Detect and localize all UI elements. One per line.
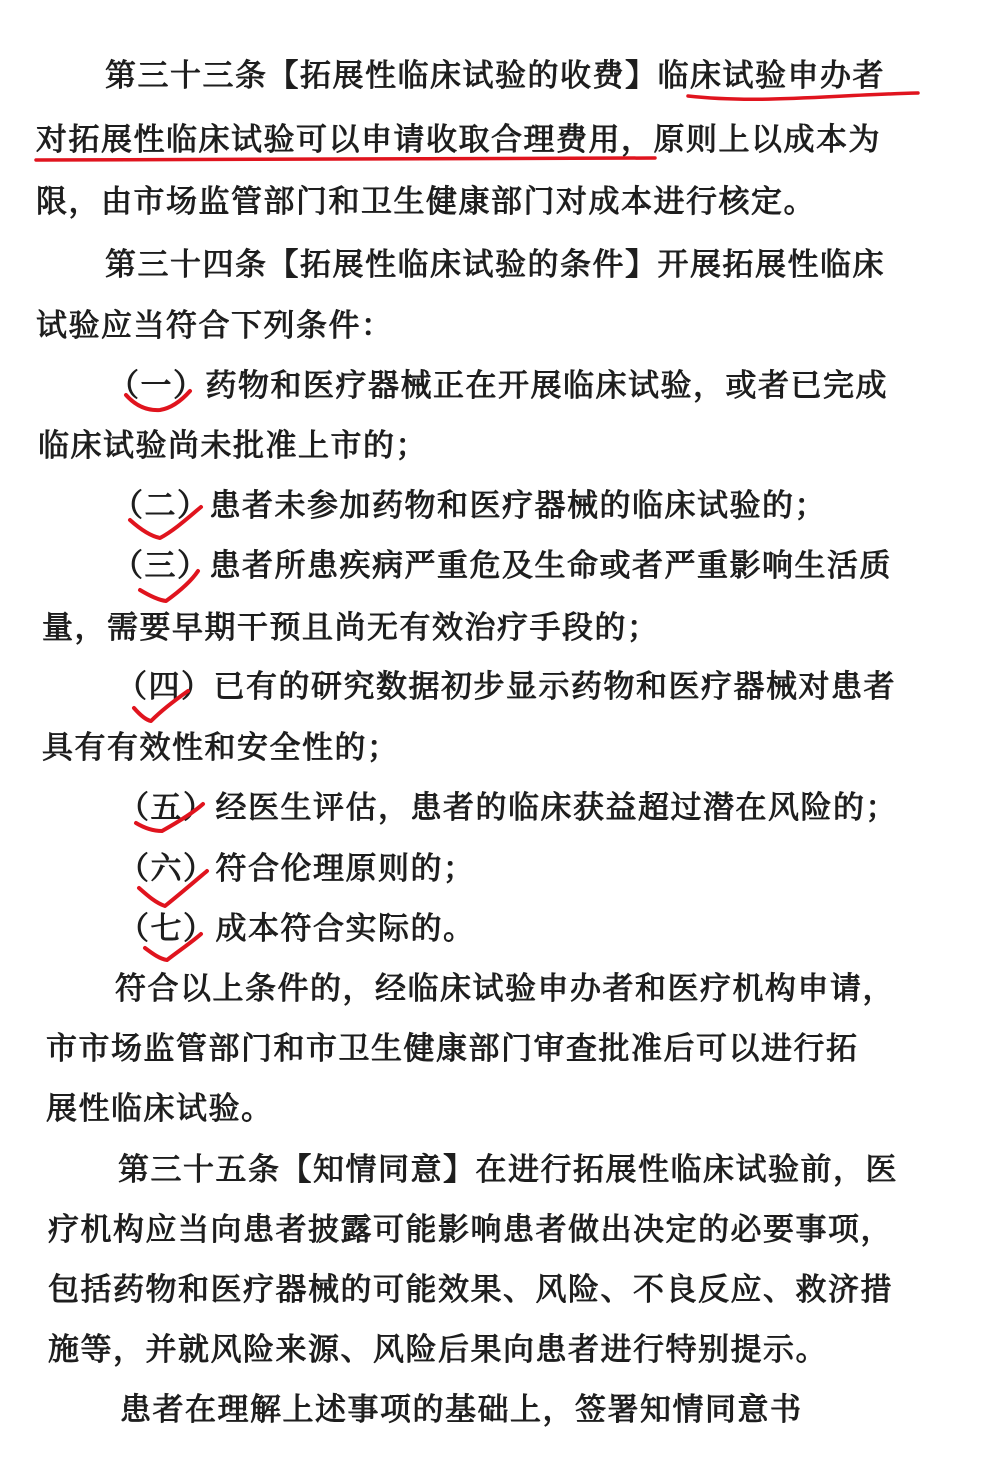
text-line: （六）符合伦理原则的； xyxy=(118,851,476,887)
text-line: 对拓展性临床试验可以申请收取合理费用，原则上以成本为 xyxy=(36,122,881,158)
text-line: 第三十三条【拓展性临床试验的收费】临床试验申办者 xyxy=(105,58,885,94)
text-line: 展性临床试验。 xyxy=(46,1091,274,1127)
text-line: （二）患者未参加药物和医疗器械的临床试验的； xyxy=(112,488,827,524)
text-line: （七）成本符合实际的。 xyxy=(118,911,476,947)
text-line: 临床试验尚未批准上市的； xyxy=(38,428,428,464)
text-line: （四）已有的研究数据初步显示药物和医疗器械对患者 xyxy=(116,669,896,705)
text-line: 第三十四条【拓展性临床试验的条件】开展拓展性临床 xyxy=(105,247,885,283)
text-line: 第三十五条【知情同意】在进行拓展性临床试验前，医 xyxy=(118,1152,898,1188)
text-line: 限，由市场监管部门和卫生健康部门对成本进行核定。 xyxy=(36,184,816,220)
text-line: 符合以上条件的，经临床试验申办者和医疗机构申请， xyxy=(115,971,895,1007)
text-line: （三）患者所患疾病严重危及生命或者严重影响生活质 xyxy=(112,548,892,584)
page-fade xyxy=(810,1385,1000,1445)
text-line: （五）经医生评估，患者的临床获益超过潜在风险的； xyxy=(118,790,898,826)
text-line: 患者在理解上述事项的基础上，签署知情同意书 xyxy=(120,1392,803,1428)
text-line: 市市场监管部门和市卫生健康部门审查批准后可以进行拓 xyxy=(46,1031,859,1067)
text-line: 包括药物和医疗器械的可能效果、风险、不良反应、救济措 xyxy=(48,1272,893,1308)
text-line: 具有有效性和安全性的； xyxy=(42,730,400,766)
text-line: 疗机构应当向患者披露可能影响患者做出决定的必要事项， xyxy=(48,1212,893,1248)
text-line: 量，需要早期干预且尚无有效治疗手段的； xyxy=(42,610,660,646)
text-line: 试验应当符合下列条件： xyxy=(36,308,394,344)
text-line: 施等，并就风险来源、风险后果向患者进行特别提示。 xyxy=(48,1332,828,1368)
text-line: （一）药物和医疗器械正在开展临床试验，或者已完成 xyxy=(108,368,888,404)
